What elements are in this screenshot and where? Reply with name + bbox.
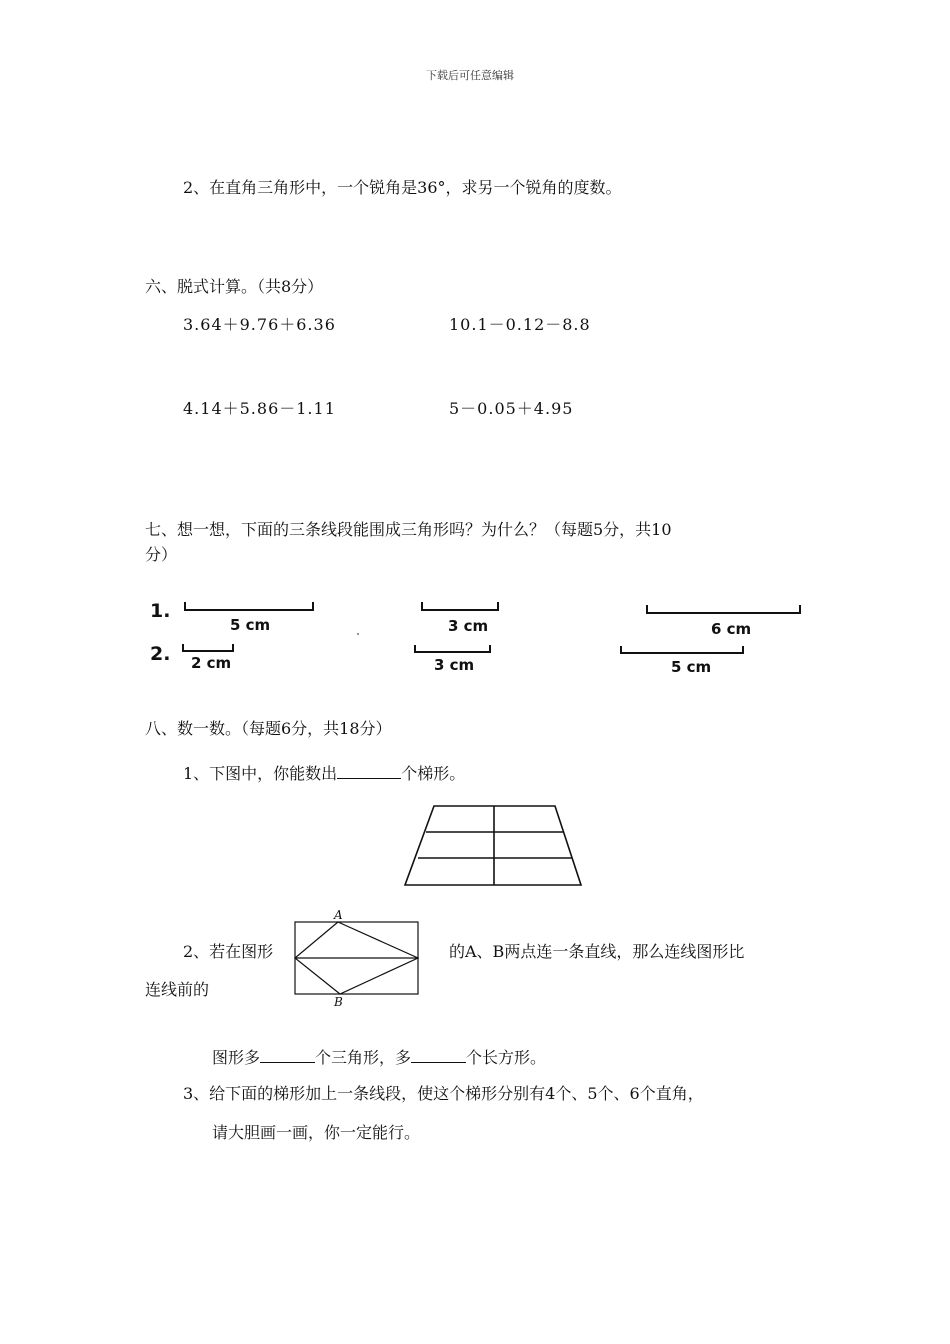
calc-expr-4: 5－0.05＋4.95 <box>449 399 574 418</box>
calc-expr-1: 3.64＋9.76＋6.36 <box>183 315 336 334</box>
segment-label-1-3: 6 cm <box>711 620 752 638</box>
segment-label-2-1: 2 cm <box>191 654 232 672</box>
section-8-title: 八、数一数。（每题6分，共18分） <box>145 719 392 738</box>
q2-line3-part3: 个长方形。 <box>466 1048 547 1067</box>
calc-expr-2: 10.1－0.12－8.8 <box>449 315 591 334</box>
point-b-label: B <box>334 995 343 1009</box>
question-5-2: 2、在直角三角形中，一个锐角是36°，求另一个锐角的度数。 <box>183 178 622 197</box>
row-2-number: 2. <box>150 643 171 665</box>
section-7-title-line1: 七、想一想，下面的三条线段能围成三角形吗？为什么？（每题5分，共10 <box>145 520 672 539</box>
section-8-q2-line2: 连线前的 <box>145 980 210 999</box>
row-1-number: 1. <box>150 600 171 622</box>
point-a-label: A <box>334 908 343 922</box>
q2-rectangle-blank[interactable] <box>411 1048 466 1063</box>
section-8-q2-line3 <box>212 1048 546 1068</box>
q2-line3-part2: 个三角形，多 <box>315 1048 412 1067</box>
section-8-q3-line1: 3、给下面的梯形加上一条线段，使这个梯形分别有4个、5个、6个直角， <box>183 1084 704 1103</box>
section-6-title: 六、脱式计算。（共8分） <box>145 277 324 296</box>
q2-triangle-blank[interactable] <box>260 1048 315 1063</box>
calc-expr-3: 4.14＋5.86－1.11 <box>183 399 336 418</box>
segment-label-1-2: 3 cm <box>448 617 489 635</box>
segment-label-2-3: 5 cm <box>671 658 712 676</box>
page-header: 下载后可任意编辑 <box>426 69 514 82</box>
q1-text-before: 1、下图中，你能数出 <box>183 764 338 783</box>
q2-line3-part1: 图形多 <box>212 1048 261 1067</box>
q1-text-after: 个梯形。 <box>401 764 466 783</box>
section-8-q2-after: 的A、B两点连一条直线，那么连线图形比 <box>449 942 745 961</box>
section-8-q2-before: 2、若在图形 <box>183 942 274 961</box>
segment-label-2-2: 3 cm <box>434 656 475 674</box>
segment-label-1-1: 5 cm <box>230 616 271 634</box>
section-7-title-line2: 分） <box>145 545 178 564</box>
section-8-q3-line2: 请大胆画一画，你一定能行。 <box>212 1123 421 1142</box>
